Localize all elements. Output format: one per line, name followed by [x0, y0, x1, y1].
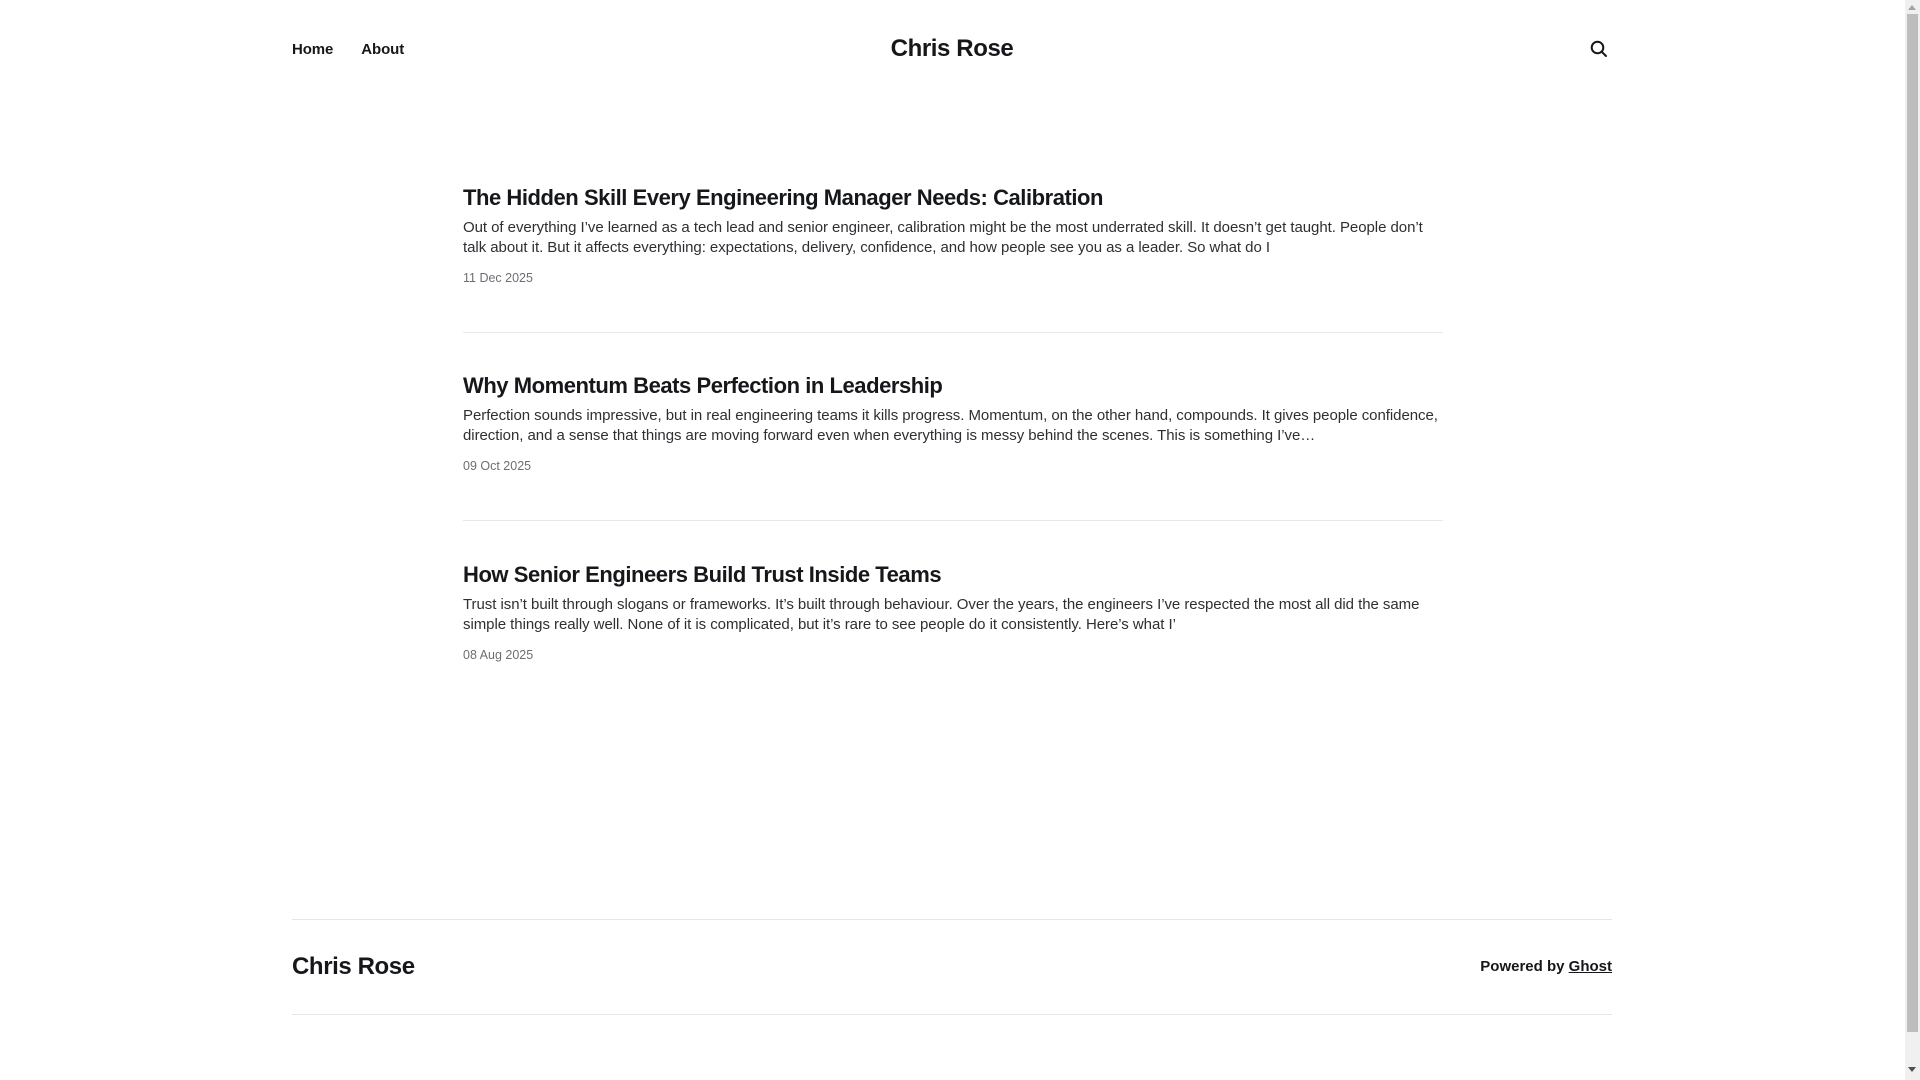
- post-title[interactable]: How Senior Engineers Build Trust Inside Teams: [463, 562, 942, 587]
- site-header: [292, 0, 1612, 100]
- post-date: 09 Oct 2025: [463, 459, 532, 473]
- site-logo[interactable]: Chris Rose: [890, 35, 1014, 62]
- footer-bottom-divider: [292, 1014, 1612, 1015]
- nav-about-link[interactable]: About: [361, 41, 405, 58]
- post-date: 11 Dec 2025: [463, 271, 533, 285]
- nav-home-link[interactable]: Home: [292, 41, 334, 58]
- post-excerpt: Perfection sounds impressive, but in real engineering teams it kills progress. Momentum, on the other hand, compounds. It gives people confidence, direction, and a sense that things are moving forward even when everything is messy behind the scenes. This is something I’ve…: [463, 407, 1438, 444]
- scroll-down-arrow-icon[interactable]: [1908, 1067, 1916, 1072]
- post-excerpt: Out of everything I’ve learned as a tech lead and senior engineer, calibration might be the most underrated skill. It doesn’t get taught. People don’t talk about it. But it affects everything: expectations, delivery, confidence, and how people see you as a leader. So what do I: [463, 219, 1423, 256]
- post-divider: [463, 520, 1443, 521]
- scroll-up-arrow-icon[interactable]: [1908, 5, 1916, 10]
- powered-by: [1480, 955, 1612, 979]
- search-button[interactable]: [1587, 38, 1611, 62]
- main-nav: [292, 38, 404, 62]
- post-divider: [463, 332, 1443, 333]
- post-title[interactable]: Why Momentum Beats Perfection in Leadership: [463, 373, 943, 398]
- footer-top-divider: [292, 919, 1612, 920]
- scroll-thumb[interactable]: [1907, 14, 1918, 1032]
- post-date: 08 Aug 2025: [463, 648, 534, 662]
- post-title[interactable]: The Hidden Skill Every Engineering Manager Needs: Calibration: [463, 185, 1104, 210]
- post-card[interactable]: [463, 183, 1443, 287]
- post-card[interactable]: [463, 560, 1443, 664]
- ghost-link[interactable]: Ghost: [1568, 958, 1612, 975]
- footer-site-title[interactable]: Chris Rose: [292, 953, 415, 980]
- powered-by-label: Powered by: [1480, 958, 1569, 975]
- vertical-scrollbar[interactable]: [1905, 0, 1920, 1080]
- post-excerpt: Trust isn’t built through slogans or frameworks. It’s built through behaviour. Over the years, the engineers I’ve respected the most all did the same simple things really well. None of it is complicated, but it’s rare to see people do it consistently. Here’s what I’: [463, 596, 1420, 633]
- search-icon: [1589, 39, 1609, 62]
- post-card[interactable]: [463, 371, 1443, 475]
